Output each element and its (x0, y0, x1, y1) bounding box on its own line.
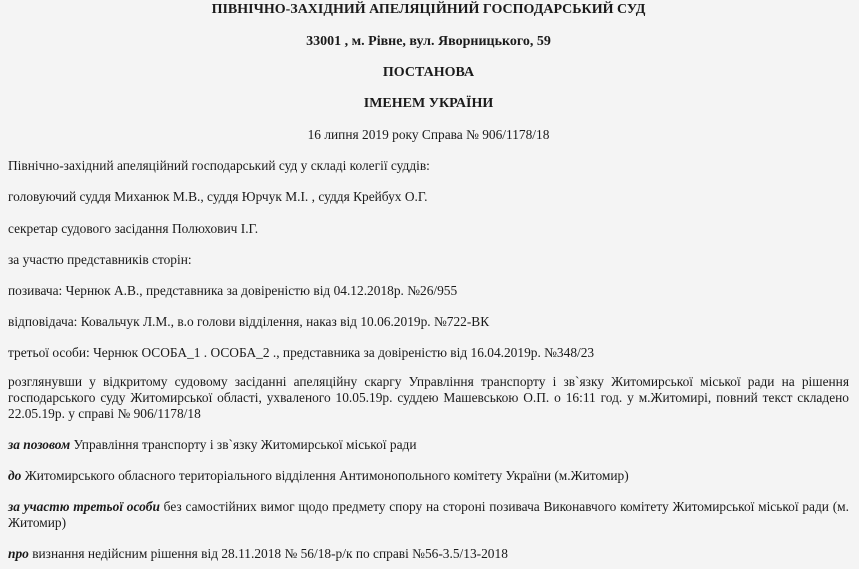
subject-text: визнання недійсним рішення від 28.11.2018 № 56/18-р/к по справі №56-3.5/13-2018 (28, 546, 508, 561)
against-lead: до (8, 468, 22, 483)
claim-text: Управління транспорту і зв`язку Житомирської міської ради (70, 437, 417, 452)
third-party-text: без самостійних вимог щодо предмету спору на стороні позивача Виконавчого комітету Житомирської міської ради (м. Житомир) (8, 499, 849, 530)
in-the-name-of-ukraine: ІМЕНЕМ УКРАЇНИ (363, 96, 494, 111)
court-name: ПІВНІЧНО-ЗАХІДНИЙ АПЕЛЯЦІЙНИЙ ГОСПОДАРСЬКИЙ СУД (211, 2, 646, 17)
third-party-representative: третьої особи: Чернюк ОСОБА_1 . ОСОБА_2 ., представника за довіреністю від 16.04.2019р. №348/23 (8, 345, 595, 360)
judges: головуючий суддя Миханюк М.В., суддя Юрчук М.І. , суддя Крейбух О.Г. (8, 189, 428, 204)
claim-lead: за позовом (8, 437, 71, 452)
subject-paragraph (8, 546, 849, 562)
third-party-paragraph (8, 499, 849, 531)
plaintiff-representative: позивача: Чернюк А.В., представника за довіреністю від 04.12.2018р. №26/955 (8, 283, 458, 298)
subject-lead: про (8, 546, 29, 561)
against-paragraph (8, 468, 849, 484)
third-party-lead: за участю третьої особи (8, 499, 160, 514)
defendant-representative: відповідача: Ковальчук Л.М., в.о голови відділення, наказ від 10.06.2019р. №722-ВК (8, 314, 490, 329)
considered-paragraph: розглянувши у відкритому судовому засіданні апеляційну скаргу Управління транспорту і зв`язку Житомирської міської ради на рішення господарського суду Житомирської області, ухваленого 10.05.19р. суддею Машевською О.П. о 16:11 год. у м.Житомирі, повний текст складено 22.05.19р. у справі № 906/1178/18 (8, 374, 849, 421)
secretary: секретар судового засідання Полюхович І.Г. (8, 221, 259, 236)
claim-paragraph (8, 437, 849, 453)
panel-intro: Північно-західний апеляційний господарський суд у складі колегії суддів: (8, 158, 430, 173)
document-type: ПОСТАНОВА (382, 65, 475, 80)
representatives-intro: за участю представників сторін: (8, 252, 192, 267)
date-and-case-number: 16 липня 2019 року Справа № 906/1178/18 (307, 127, 550, 142)
against-text: Житомирського обласного територіального відділення Антимонопольного комітету України (м.Житомир) (21, 468, 629, 483)
court-address: 33001 , м. Рівне, вул. Яворницького, 59 (306, 34, 551, 49)
